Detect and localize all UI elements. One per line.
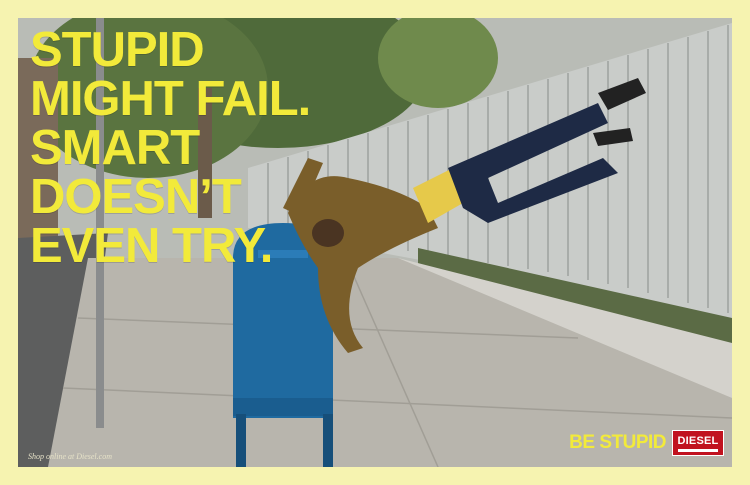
diesel-logo	[672, 430, 724, 456]
logo-tagline-bar	[678, 449, 718, 452]
headline-line-1: STUPID	[30, 23, 204, 77]
slogan: BE STUPID	[569, 432, 666, 453]
brand-footer	[569, 430, 724, 456]
headline-line-5: EVEN TRY.	[30, 219, 273, 273]
headline-line-4: DOESN’T	[30, 170, 241, 224]
headline	[30, 23, 311, 273]
shop-online-text: Shop online at Diesel.com	[28, 452, 112, 461]
headline-line-3: SMART	[30, 121, 200, 175]
logo-text: DIESEL	[677, 434, 719, 447]
headline-line-2: MIGHT FAIL.	[30, 72, 311, 126]
ad-photo	[18, 18, 732, 467]
